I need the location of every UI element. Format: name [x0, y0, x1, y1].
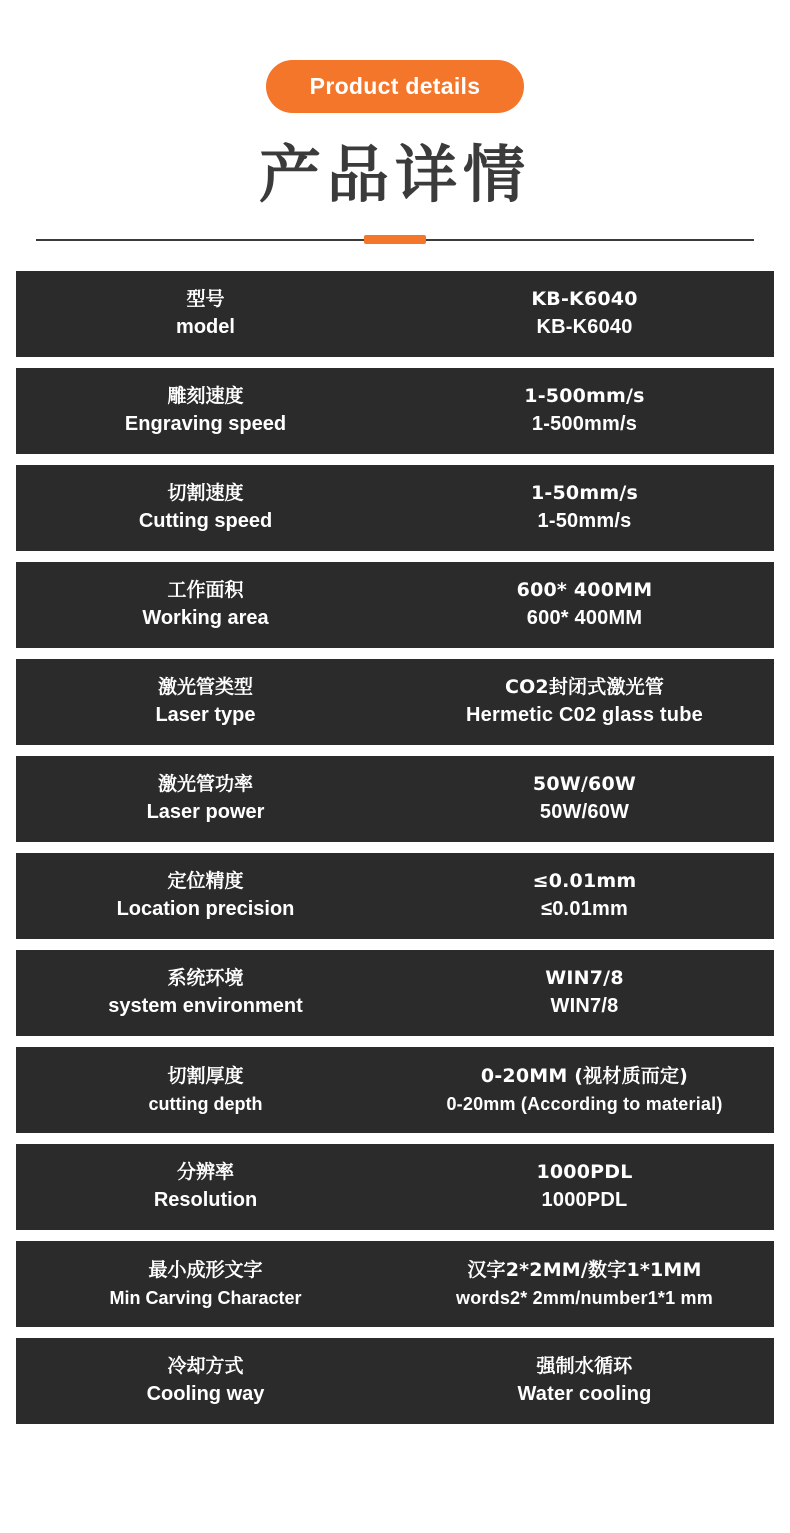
spec-label-en: Resolution	[153, 1189, 258, 1212]
table-row	[16, 1144, 774, 1230]
spec-value-cn: 汉字2*2MM/数字1*1MM	[467, 1259, 702, 1282]
page-title: 产品详情	[258, 138, 531, 211]
spec-value-en: 600* 400MM	[526, 607, 643, 630]
spec-label-en: Cutting speed	[138, 510, 273, 533]
spec-value-cn: ≤0.01mm	[532, 869, 637, 892]
spec-value-en: 1-50mm/s	[537, 510, 632, 533]
spec-value-en: KB-K6040	[536, 316, 633, 339]
spec-label-cn: 激光管功率	[157, 772, 253, 795]
divider-accent-bar	[364, 235, 426, 244]
spec-value	[395, 1353, 774, 1410]
spec-value	[395, 771, 774, 828]
spec-value-cn: CO2封闭式激光管	[504, 675, 665, 698]
spec-label-en: model	[176, 316, 235, 339]
spec-label	[16, 577, 395, 634]
spec-label	[16, 674, 395, 731]
table-row	[16, 465, 774, 551]
spec-label	[16, 480, 395, 537]
spec-value-en: 50W/60W	[539, 801, 630, 824]
spec-label-cn: 雕刻速度	[167, 384, 244, 407]
spec-value-cn: WIN7/8	[545, 966, 624, 989]
spec-value-cn: 强制水循环	[536, 1354, 633, 1377]
spec-label-cn: 切割速度	[167, 481, 244, 504]
spec-label-cn: 切割厚度	[167, 1065, 244, 1088]
table-row	[16, 1047, 774, 1133]
spec-value-en: ≤0.01mm	[541, 898, 628, 921]
spec-value	[395, 674, 774, 731]
spec-label	[16, 286, 395, 343]
spec-value-en: 1000PDL	[541, 1189, 628, 1212]
spec-value-cn: KB-K6040	[531, 287, 638, 310]
spec-label-cn: 系统环境	[167, 966, 244, 989]
spec-value-cn: 1-50mm/s	[531, 481, 638, 504]
table-row	[16, 562, 774, 648]
spec-label-en: Laser power	[146, 801, 265, 824]
spec-value	[395, 286, 774, 343]
spec-value-cn: 50W/60W	[532, 772, 637, 795]
spec-label	[16, 1257, 395, 1311]
spec-value	[395, 577, 774, 634]
spec-value	[395, 1257, 774, 1311]
spec-label-cn: 工作面积	[167, 578, 244, 601]
spec-label-en: Laser type	[155, 704, 256, 727]
spec-label-cn: 冷却方式	[167, 1354, 244, 1377]
page-header	[0, 0, 790, 247]
spec-value	[395, 383, 774, 440]
spec-label	[16, 771, 395, 828]
spec-value	[395, 480, 774, 537]
spec-value-cn: 600* 400MM	[516, 578, 653, 601]
table-row	[16, 271, 774, 357]
spec-value	[395, 1063, 774, 1117]
spec-label	[16, 965, 395, 1022]
spec-label	[16, 1063, 395, 1117]
spec-label-en: system environment	[108, 995, 303, 1018]
spec-label	[16, 383, 395, 440]
spec-value-en: words2* 2mm/number1*1 mm	[456, 1287, 713, 1308]
spec-label-cn: 最小成形文字	[148, 1259, 263, 1282]
spec-value-cn: 0-20MM (视材质而定)	[480, 1065, 689, 1088]
table-row	[16, 950, 774, 1036]
spec-value	[395, 965, 774, 1022]
spec-label-cn: 激光管类型	[157, 675, 253, 698]
spec-label-en: Working area	[142, 607, 269, 630]
table-row	[16, 1338, 774, 1424]
spec-value-en: Hermetic C02 glass tube	[466, 704, 703, 727]
spec-label-cn: 定位精度	[167, 869, 244, 892]
table-row	[16, 853, 774, 939]
spec-label-en: Location precision	[116, 898, 295, 921]
spec-label-en: Min Carving Character	[109, 1287, 302, 1308]
title-divider	[0, 233, 790, 247]
table-row	[16, 1241, 774, 1327]
spec-value-cn: 1000PDL	[536, 1160, 633, 1183]
spec-label-cn: 型号	[186, 287, 225, 310]
spec-value	[395, 868, 774, 925]
table-row	[16, 756, 774, 842]
product-details-badge: Product details	[266, 60, 525, 113]
spec-label-en: Engraving speed	[124, 413, 287, 436]
table-row	[16, 368, 774, 454]
spec-label-cn: 分辨率	[176, 1160, 234, 1183]
spec-label	[16, 1159, 395, 1216]
spec-label-en: Cooling way	[146, 1383, 265, 1406]
spec-value-cn: 1-500mm/s	[524, 384, 645, 407]
specification-table	[0, 271, 790, 1424]
spec-value	[395, 1159, 774, 1216]
spec-label	[16, 1353, 395, 1410]
spec-value-en: WIN7/8	[550, 995, 619, 1018]
spec-value-en: 1-500mm/s	[531, 413, 638, 436]
spec-value-en: Water cooling	[517, 1383, 652, 1406]
table-row	[16, 659, 774, 745]
spec-label-en: cutting depth	[148, 1093, 263, 1114]
spec-value-en: 0-20mm (According to material)	[446, 1093, 723, 1114]
spec-label	[16, 868, 395, 925]
